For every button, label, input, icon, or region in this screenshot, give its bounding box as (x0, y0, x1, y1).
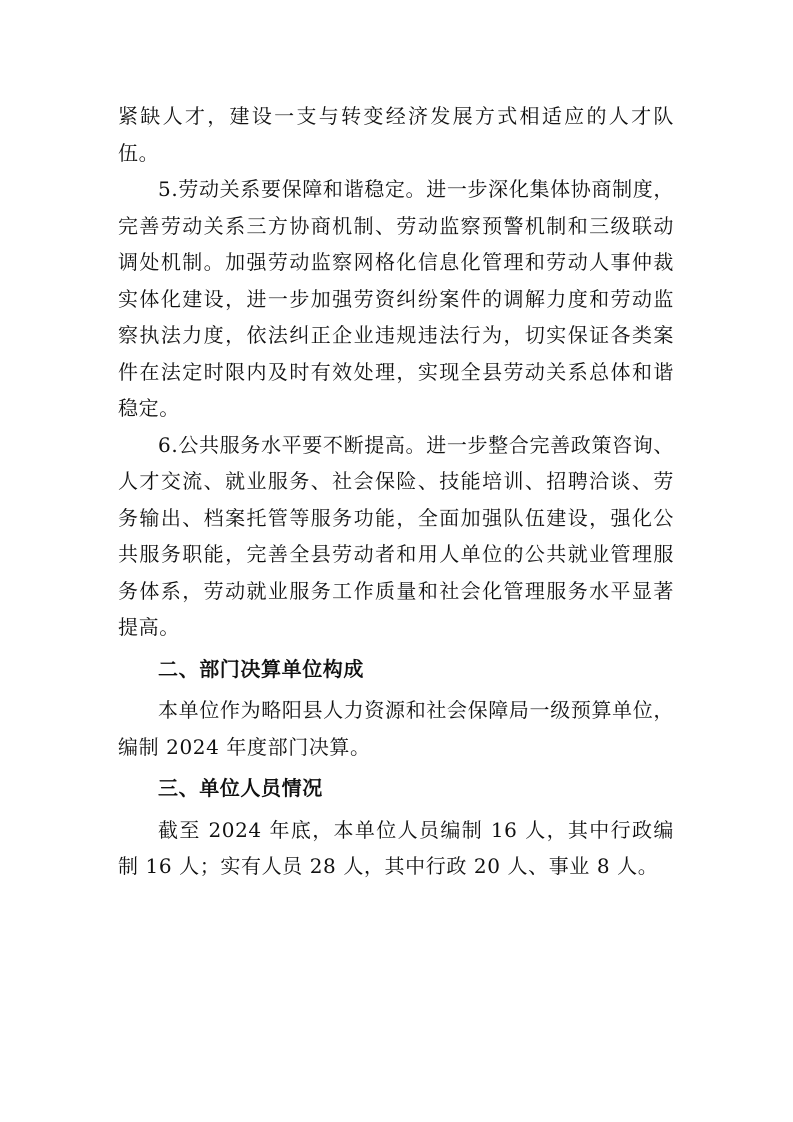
document-body (118, 98, 674, 885)
paragraph-unit-composition (118, 692, 674, 765)
paragraph-public-service (118, 427, 674, 646)
section-heading-staff: 三、单位人员情况 (158, 776, 323, 800)
paragraph-staff (118, 812, 674, 885)
paragraph-text: 截至 2024 年底，本单位人员编制 16 人，其中行政编制 16 人；实有人员 28 人，其中行政 20 人、事业 8 人。 (118, 817, 674, 878)
item-heading: 5.劳动关系要保障和谐稳定。 (158, 177, 427, 201)
paragraph-text: 进一步深化集体协商制度，完善劳动关系三方协商机制、劳动监察预警机制和三级联动调处机制。加强劳动监察网格化信息化管理和劳动人事仲裁实体化建设，进一步加强劳资纠纷案件的调解力度和劳动监察执法力度，依法纠正企业违规违法行为，切实保证各类案件在法定时限内及时有效处理，实现全县劳动关系总体和谐稳定。 (118, 177, 675, 420)
paragraph-text: 本单位作为略阳县人力资源和社会保障局一级预算单位，编制 2024 年度部门决算。 (118, 698, 674, 759)
section-heading-unit-composition: 二、部门决算单位构成 (158, 656, 364, 681)
paragraph-labor-relations (118, 171, 674, 427)
paragraph-text: 进一步整合完善政策咨询、人才交流、就业服务、社会保险、技能培训、招聘洽谈、劳务输出、档案托管等服务功能，全面加强队伍建设，强化公共服务职能，完善全县劳动者和用人单位的公共就业管理服务体系，劳动就业服务工作质量和社会化管理服务水平显著提高。 (118, 432, 675, 639)
paragraph-text: 紧缺人才，建设一支与转变经济发展方式相适应的人才队伍。 (118, 104, 674, 165)
item-heading: 6.公共服务水平要不断提高。 (158, 432, 427, 457)
paragraph-talent-team (118, 98, 674, 171)
